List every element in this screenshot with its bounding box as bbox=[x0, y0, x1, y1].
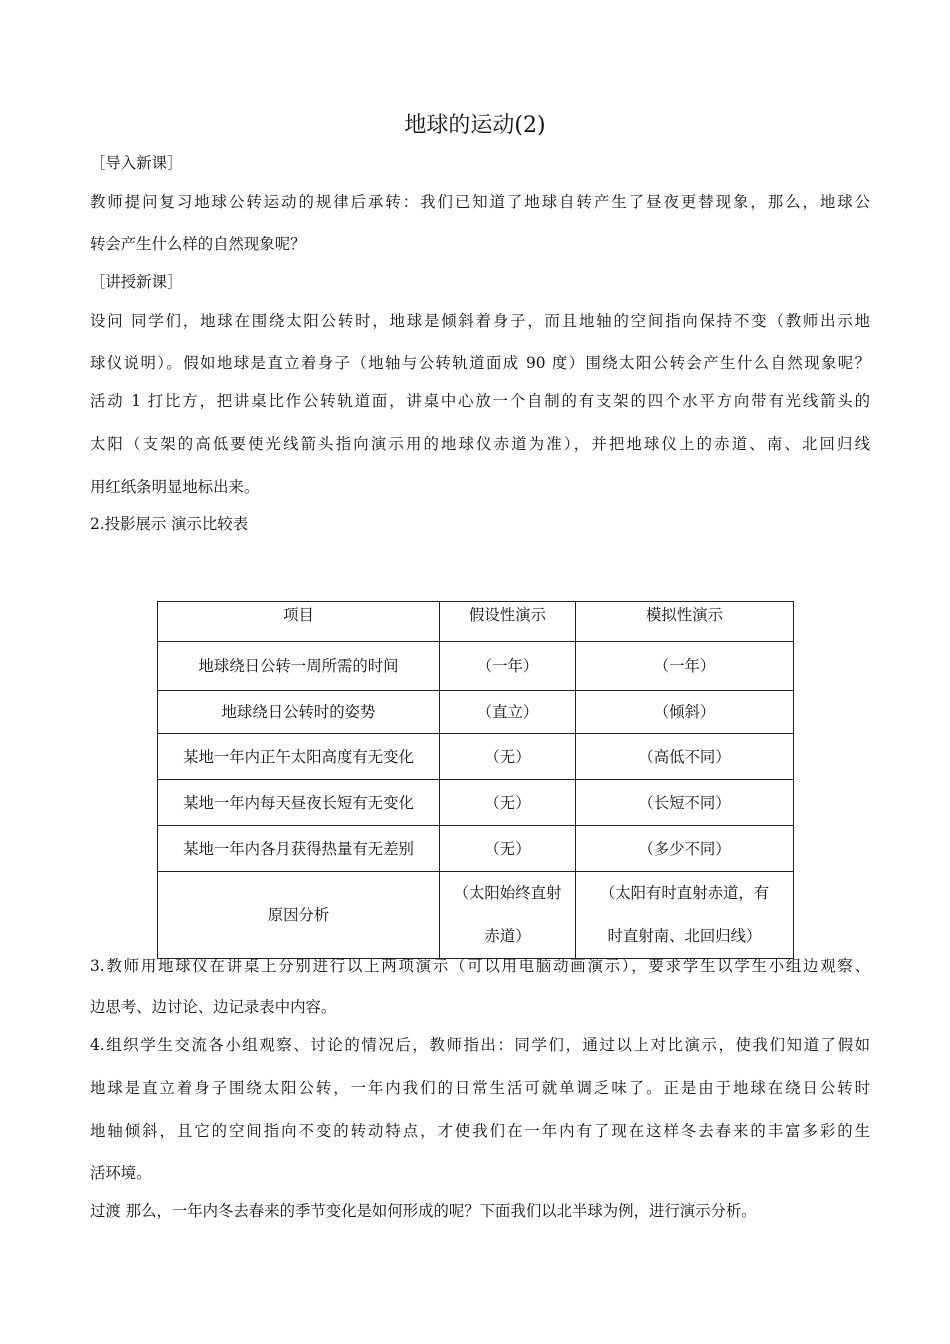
paragraph-line: 球仪说明）。假如地球是直立着身子（地轴与公转轨道面成 90 度）围绕太阳公转会产生什么自然现象呢？ bbox=[90, 354, 870, 372]
table-cell: （多少不同） bbox=[576, 826, 794, 872]
table-cell: 某地一年内各月获得热量有无差别 bbox=[158, 826, 440, 872]
table-cell: （无） bbox=[440, 734, 576, 780]
reason-simulated-line: （太阳有时直射赤道，有 bbox=[599, 884, 770, 902]
reason-hypothetical-line: 赤道） bbox=[484, 927, 531, 945]
reason-hypothetical-line: （太阳始终直射 bbox=[453, 884, 562, 902]
section-heading-intro: ［导入新课］ bbox=[90, 154, 183, 172]
table-row bbox=[158, 642, 794, 691]
table-cell: 原因分析 bbox=[158, 872, 440, 959]
table-cell: 某地一年内每天昼夜长短有无变化 bbox=[158, 780, 440, 826]
paragraph-line: 4.组织学生交流各小组观察、讨论的情况后，教师指出：同学们，通过以上对比演示，使我们知道了假如 bbox=[90, 1036, 870, 1054]
paragraph-line: 用红纸条明显地标出来。 bbox=[90, 478, 260, 496]
table-cell bbox=[440, 872, 576, 959]
table-cell: （一年） bbox=[440, 642, 576, 691]
paragraph-line: 太阳（支架的高低要使光线箭头指向演示用的地球仪赤道为准），并把地球仪上的赤道、南、北回归线 bbox=[90, 435, 870, 453]
table-row bbox=[158, 780, 794, 826]
section-heading-lecture: ［讲授新课］ bbox=[90, 273, 183, 291]
table-cell bbox=[576, 872, 794, 959]
paragraph-line: 边思考、边讨论、边记录表中内容。 bbox=[90, 998, 337, 1016]
paragraph-line: 设问 同学们，地球在围绕太阳公转时，地球是倾斜着身子，而且地轴的空间指向保持不变（教师出示地 bbox=[90, 312, 870, 330]
reason-simulated-line: 时直射南、北回归线） bbox=[607, 927, 762, 945]
table-cell: 地球绕日公转时的姿势 bbox=[158, 691, 440, 734]
transition-paragraph: 过渡 那么，一年内冬去春来的季节变化是如何形成的呢？下面我们以北半球为例，进行演示分析。 bbox=[90, 1202, 757, 1220]
paragraph-line: 活环境。 bbox=[90, 1164, 152, 1182]
paragraph-line: 3.教师用地球仪在讲桌上分别进行以上两项演示（可以用电脑动画演示），要求学生以学生小组边观察、 bbox=[90, 957, 870, 975]
table-header-cell: 假设性演示 bbox=[440, 602, 576, 642]
table-cell: 某地一年内正午太阳高度有无变化 bbox=[158, 734, 440, 780]
table-cell: （无） bbox=[440, 826, 576, 872]
table-cell: （一年） bbox=[576, 642, 794, 691]
table-row bbox=[158, 826, 794, 872]
table-row bbox=[158, 734, 794, 780]
table-cell: （长短不同） bbox=[576, 780, 794, 826]
table-header-row bbox=[158, 602, 794, 642]
table-cell: （无） bbox=[440, 780, 576, 826]
table-cell: （倾斜） bbox=[576, 691, 794, 734]
table-header-cell: 模拟性演示 bbox=[576, 602, 794, 642]
table-header-cell: 项目 bbox=[158, 602, 440, 642]
table-row bbox=[158, 691, 794, 734]
paragraph-line: 活动 1 打比方，把讲桌比作公转轨道面，讲桌中心放一个自制的有支架的四个水平方向带有光线箭头的 bbox=[90, 392, 870, 410]
paragraph-line: 地轴倾斜，且它的空间指向不变的转动特点，才使我们在一年内有了现在这样冬去春来的丰富多彩的生 bbox=[90, 1122, 870, 1140]
paragraph-line: 教师提问复习地球公转运动的规律后承转：我们已知道了地球自转产生了昼夜更替现象，那么，地球公 bbox=[90, 193, 870, 211]
page-title: 地球的运动(2) bbox=[404, 113, 546, 138]
table-cell: 地球绕日公转一周所需的时间 bbox=[158, 642, 440, 691]
table-row-reason bbox=[158, 872, 794, 959]
comparison-table bbox=[157, 601, 794, 959]
paragraph-line: 转会产生什么样的自然现象呢？ bbox=[90, 235, 306, 253]
item-2-heading: 2.投影展示 演示比较表 bbox=[90, 515, 249, 533]
table-cell: （高低不同） bbox=[576, 734, 794, 780]
table-cell: （直立） bbox=[440, 691, 576, 734]
paragraph-line: 地球是直立着身子围绕太阳公转，一年内我们的日常生活可就单调乏味了。正是由于地球在绕日公转时 bbox=[90, 1079, 870, 1097]
